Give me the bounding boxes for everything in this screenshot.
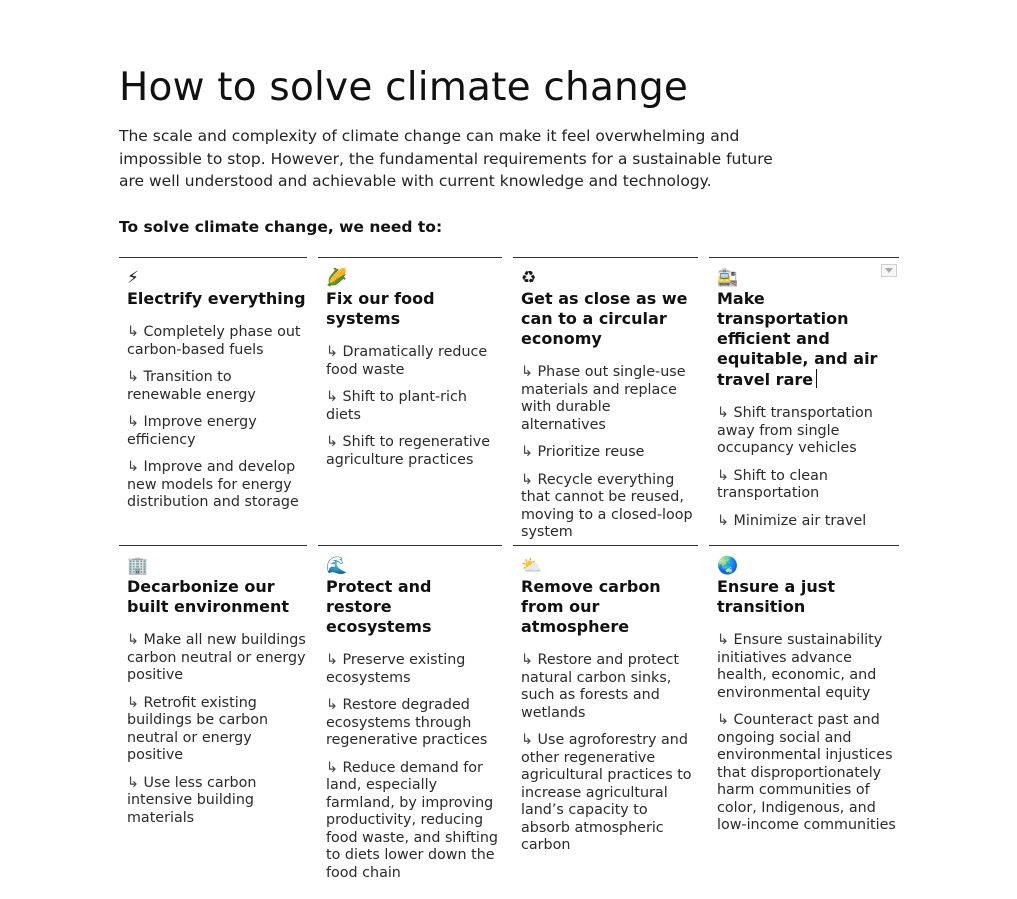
solution-card (709, 257, 899, 552)
list-item (326, 344, 502, 379)
bullet-arrow-icon: ↳ (521, 444, 538, 460)
bullet-arrow-icon: ↳ (521, 364, 538, 380)
list-item (521, 364, 698, 434)
card-list (127, 324, 307, 512)
list-item-text: Phase out single-use materials and replace with durable alternatives (521, 364, 686, 433)
list-item-text: Shift to plant-rich diets (326, 389, 467, 423)
card-list (127, 632, 307, 827)
card-title: Protect and restore ecosystems (326, 577, 432, 636)
bullet-arrow-icon: ↳ (717, 405, 734, 421)
card-list (521, 652, 698, 855)
bullet-arrow-icon: ↳ (326, 759, 343, 776)
bullet-arrow-icon: ↳ (326, 652, 343, 668)
list-item-text: Improve energy efficiency (127, 414, 257, 448)
sun-cloud-icon: ⛅ (521, 556, 543, 576)
list-item-text: Restore and protect natural carbon sinks, such as forests and wetlands (521, 652, 680, 721)
list-item-text: Shift to regenerative agriculture practices (326, 434, 491, 468)
solution-card (513, 545, 698, 892)
card-list (521, 364, 698, 542)
list-item-text: Make all new buildings carbon neutral or energy positive (127, 632, 306, 683)
bullet-arrow-icon: ↳ (717, 512, 734, 529)
card-title: Electrify everything (127, 289, 306, 308)
building-icon: 🏢 (127, 556, 149, 576)
train-icon: 🚉 (717, 268, 739, 288)
list-item-text: Ensure sustainability initiatives advance health, economic, and environmental equity (717, 632, 883, 701)
list-item-text: Dramatically reduce food waste (326, 344, 488, 378)
list-item-text: Use agroforestry and other regenerative agricultural practices to increase agricultural land’s capacity to absorb atmospheric carbon (521, 732, 692, 853)
bullet-arrow-icon: ↳ (127, 632, 144, 648)
section-subheading: To solve climate change, we need to: (119, 217, 443, 236)
bullet-arrow-icon: ↳ (127, 459, 144, 475)
list-item (717, 712, 899, 835)
list-item (127, 775, 307, 828)
intro-paragraph: The scale and complexity of climate change can make it feel overwhelming and impossible to stop. However, the fundamental requirements for a sustainable future are well understood and achievable with current knowledge and technology. (119, 127, 773, 190)
list-item-text: Recycle everything that cannot be reused, moving to a closed-loop system (521, 471, 693, 540)
bullet-arrow-icon: ↳ (127, 324, 144, 340)
card-title: Remove carbon from our atmosphere (521, 577, 661, 636)
list-item (127, 324, 307, 359)
page-header (119, 62, 899, 238)
list-item (521, 732, 698, 855)
solution-card (709, 545, 899, 892)
list-item (521, 444, 698, 462)
bullet-arrow-icon: ↳ (521, 652, 538, 668)
list-item-text: Shift to clean transportation (717, 467, 828, 501)
list-item-text: Completely phase out carbon-based fuels (127, 324, 301, 358)
list-item-text: Restore degraded ecosystems through regenerative practices (326, 697, 488, 748)
bullet-arrow-icon: ↳ (326, 344, 343, 360)
bullet-arrow-icon: ↳ (127, 369, 144, 385)
solution-card (318, 545, 502, 892)
list-item (127, 695, 307, 765)
list-item (127, 632, 307, 685)
recycle-icon: ♻ (521, 268, 537, 288)
solutions-grid-row-2 (119, 545, 899, 892)
globe-icon: 🌏 (717, 556, 739, 576)
card-title: Get as close as we can to a circular economy (521, 289, 688, 348)
list-item-text: Prioritize reuse (537, 444, 645, 460)
list-item (127, 369, 307, 404)
list-item-text: Reduce demand for land, especially farmland, by improving productivity, reducing food waste, and shifting to diets lower down the food chain (326, 759, 498, 881)
list-item-text: Improve and develop new models for energy distribution and storage (127, 459, 299, 510)
page-title: How to solve climate change (119, 65, 689, 110)
list-item (127, 459, 307, 512)
list-item (326, 652, 502, 687)
bullet-arrow-icon: ↳ (717, 467, 734, 484)
list-item (717, 405, 899, 458)
card-list (717, 405, 899, 530)
card-list (717, 632, 899, 835)
chevron-down-icon (885, 268, 893, 273)
bullet-arrow-icon: ↳ (127, 414, 144, 430)
bullet-arrow-icon: ↳ (717, 632, 734, 648)
bullet-arrow-icon: ↳ (326, 389, 343, 405)
list-item-text: Minimize air travel (733, 512, 867, 529)
solutions-grid-row-1 (119, 257, 899, 552)
list-item (326, 697, 502, 750)
list-item-text: Transition to renewable energy (127, 369, 256, 403)
solution-card (318, 257, 502, 552)
list-item (326, 389, 502, 424)
bullet-arrow-icon: ↳ (521, 732, 538, 748)
card-title: Fix our food systems (326, 289, 435, 328)
bullet-arrow-icon: ↳ (127, 774, 144, 791)
list-item-text: Use less carbon intensive building materials (127, 774, 257, 826)
card-title: Decarbonize our built environment (127, 577, 290, 616)
list-item-text: Shift transportation away from single occupancy vehicles (717, 405, 873, 456)
wave-icon: 🌊 (326, 556, 348, 576)
list-item (127, 414, 307, 449)
text-cursor (816, 369, 817, 388)
card-list (326, 652, 502, 882)
card-title: Ensure a just transition (717, 577, 835, 616)
bullet-arrow-icon: ↳ (326, 434, 343, 450)
card-title: Make transportation efficient and equitable, and air travel rare (717, 289, 878, 389)
bullet-arrow-icon: ↳ (127, 694, 144, 711)
list-item (326, 760, 502, 883)
bullet-arrow-icon: ↳ (326, 697, 343, 713)
list-item (717, 632, 899, 702)
block-options-button[interactable] (881, 264, 897, 277)
list-item-text: Counteract past and ongoing social and environmental injustices that disproportionately harm communities of color, Indigenous, and low-income communities (717, 712, 896, 833)
list-item (717, 513, 899, 531)
solution-card (119, 545, 307, 892)
solution-card (119, 257, 307, 552)
list-item (521, 652, 698, 722)
list-item-text: Preserve existing ecosystems (326, 652, 466, 686)
list-item (521, 472, 698, 542)
list-item (326, 434, 502, 469)
solution-card (513, 257, 698, 552)
card-list (326, 344, 502, 469)
bullet-arrow-icon: ↳ (717, 712, 734, 728)
list-item-text: Retrofit existing buildings be carbon neutral or energy positive (127, 694, 269, 763)
list-item (717, 468, 899, 503)
bullet-arrow-icon: ↳ (521, 471, 538, 488)
lightning-icon: ⚡ (127, 268, 139, 288)
plant-food-icon: 🌽 (326, 268, 348, 288)
